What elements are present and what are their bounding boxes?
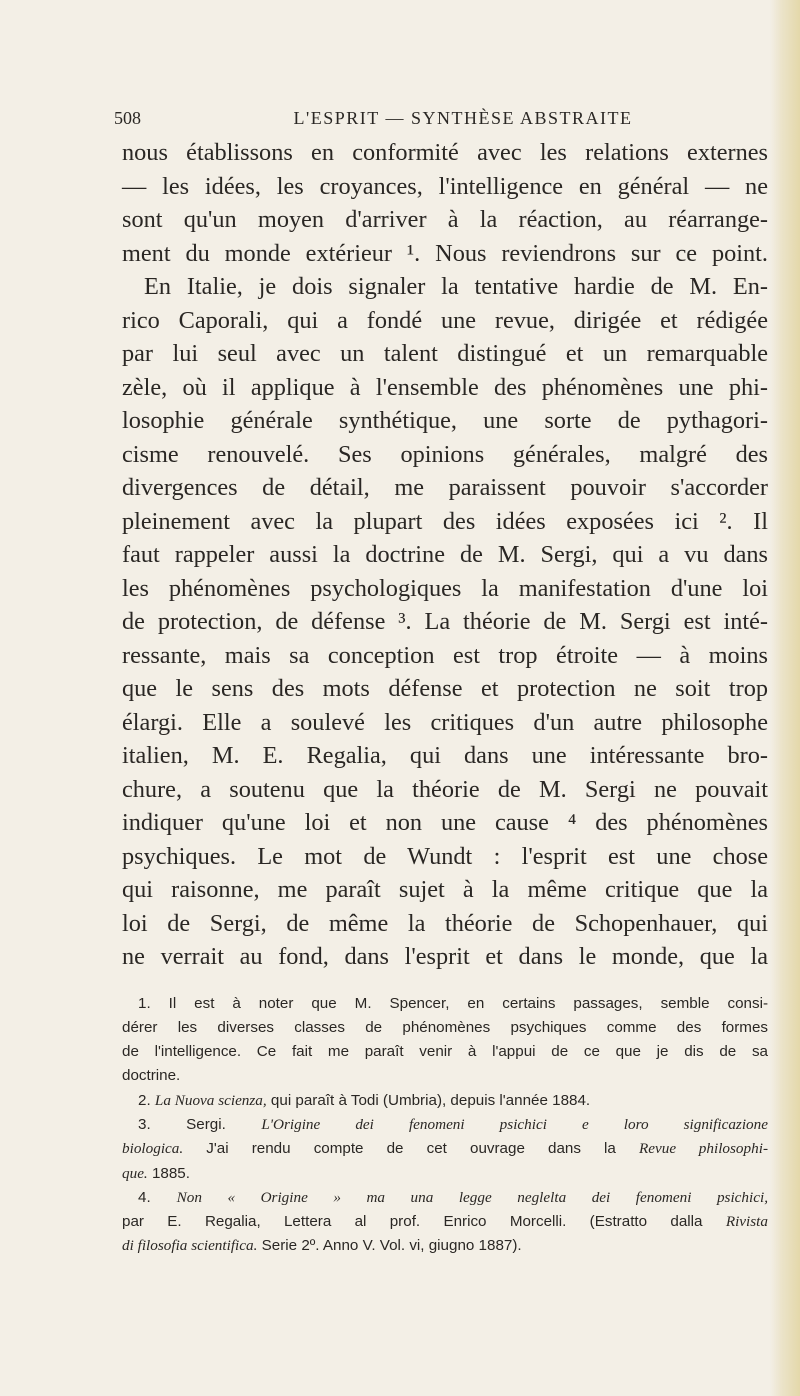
footnote-4 [122,1186,768,1210]
page-number: 508 [114,108,141,128]
text-line: — les idées, les croyances, l'intelligence en général — ne [122,172,768,200]
body-text [122,136,768,974]
footnote-3-year: 1885. [147,1164,190,1182]
footnotes [122,992,768,1259]
page-header [114,96,768,136]
page-edge-shading [770,0,800,1396]
text-line: rico Caporali, qui a fondé une revue, dirigée et rédigée [122,306,768,334]
text-line: indiquer qu'une loi et non une cause ⁴ des phénomènes [122,809,768,836]
text-line: ressante, mais sa conception est trop étroite — à moins [122,641,768,669]
footnote-1-cont: de l'intelligence. Ce fait me paraît venir à l'appui de ce que je dis de sa [122,1043,768,1061]
text-line: élargi. Elle a soulevé les critiques d'un autre philosophe [122,708,768,736]
footnote-1-cont: doctrine. [122,1067,181,1085]
text-line: nous établissons en conformité avec les relations externes [122,139,768,166]
text-line: psychiques. Le mot de Wundt : l'esprit est une chose [122,842,768,870]
footnote-3-cont [122,1162,768,1186]
footnote-3-journal: Revue philosophi- [639,1140,768,1158]
text-line: chure, a soutenu que la théorie de M. Sergi ne pouvait [122,775,768,803]
footnote-3-title-cont: biologica. [122,1140,184,1158]
text-line: loi de Sergi, de même la théorie de Schopenhauer, qui [122,909,768,937]
text-line: divergences de détail, me paraissent pouvoir s'accorder [122,474,768,501]
footnote-2-text: qui paraît à Todi (Umbria), depuis l'année 1884. [266,1091,591,1109]
footnote-4-title: Non « Origine » ma una legge neglelta dei fenomeni psichici, [176,1188,768,1206]
footnote-3-number: 3. Sergi. [138,1115,226,1133]
text-line: zèle, où il applique à l'ensemble des phénomènes une phi- [122,373,768,401]
footnote-4-details: Serie 2º. Anno V. Vol. vi, giugno 1887). [257,1237,522,1255]
footnote-4-cont [122,1210,768,1234]
footnote-3-cont [122,1137,768,1161]
text-line: de protection, de défense ³. La théorie de M. Sergi est inté- [122,608,768,635]
footnote-1: 1. Il est à noter que M. Spencer, en certains passages, semble consi- [138,994,768,1012]
footnote-4-journal-cont: di filosofia scientifica. [122,1237,258,1255]
text-line: pleinement avec la plupart des idées exposées ici ². Il [122,507,768,535]
text-line: cisme renouvelé. Ses opinions générales, malgré des [122,440,768,468]
footnote-3-title: L'Origine dei fenomeni psichici e loro significazione [261,1115,768,1133]
text-line: ment du monde extérieur ¹. Nous reviendrons sur ce point. [122,239,768,267]
text-line: faut rappeler aussi la doctrine de M. Sergi, qui a vu dans [122,541,768,568]
footnote-1-cont: dérer les diverses classes de phénomènes psychiques comme des formes [122,1018,768,1036]
footnote-3-text: J'ai rendu compte de cet ouvrage dans la [183,1140,640,1158]
footnote-4-cont [122,1234,768,1258]
footnote-2-title: La Nuova scienza, [154,1091,267,1109]
text-line: En Italie, je dois signaler la tentative hardie de M. En- [144,273,768,300]
footnote-3-journal-cont: que. [122,1164,148,1182]
footnote-4-journal: Rivista [725,1213,768,1231]
footnote-2-number: 2. [138,1091,151,1109]
book-page [114,96,768,1259]
running-head: L'ESPRIT — SYNTHÈSE ABSTRAITE [293,108,633,128]
text-line: les phénomènes psychologiques la manifestation d'une loi [122,574,768,602]
text-line: sont qu'un moyen d'arriver à la réaction, au réarrange- [122,206,768,233]
footnote-4-text: par E. Regalia, Lettera al prof. Enrico Morcelli. (Estratto dalla [122,1213,726,1231]
footnote-3 [122,1113,768,1137]
footnote-2 [122,1089,768,1113]
text-line: qui raisonne, me paraît sujet à la même critique que la [122,876,768,903]
text-line: losophie générale synthétique, une sorte de pythagori- [122,407,768,434]
text-line: que le sens des mots défense et protection ne soit trop [122,675,768,702]
text-line: italien, M. E. Regalia, qui dans une intéressante bro- [122,742,768,769]
text-line: ne verrait au fond, dans l'esprit et dans le monde, que la [122,943,768,970]
footnote-4-number: 4. [138,1188,151,1206]
text-line: par lui seul avec un talent distingué et un remarquable [122,340,768,367]
